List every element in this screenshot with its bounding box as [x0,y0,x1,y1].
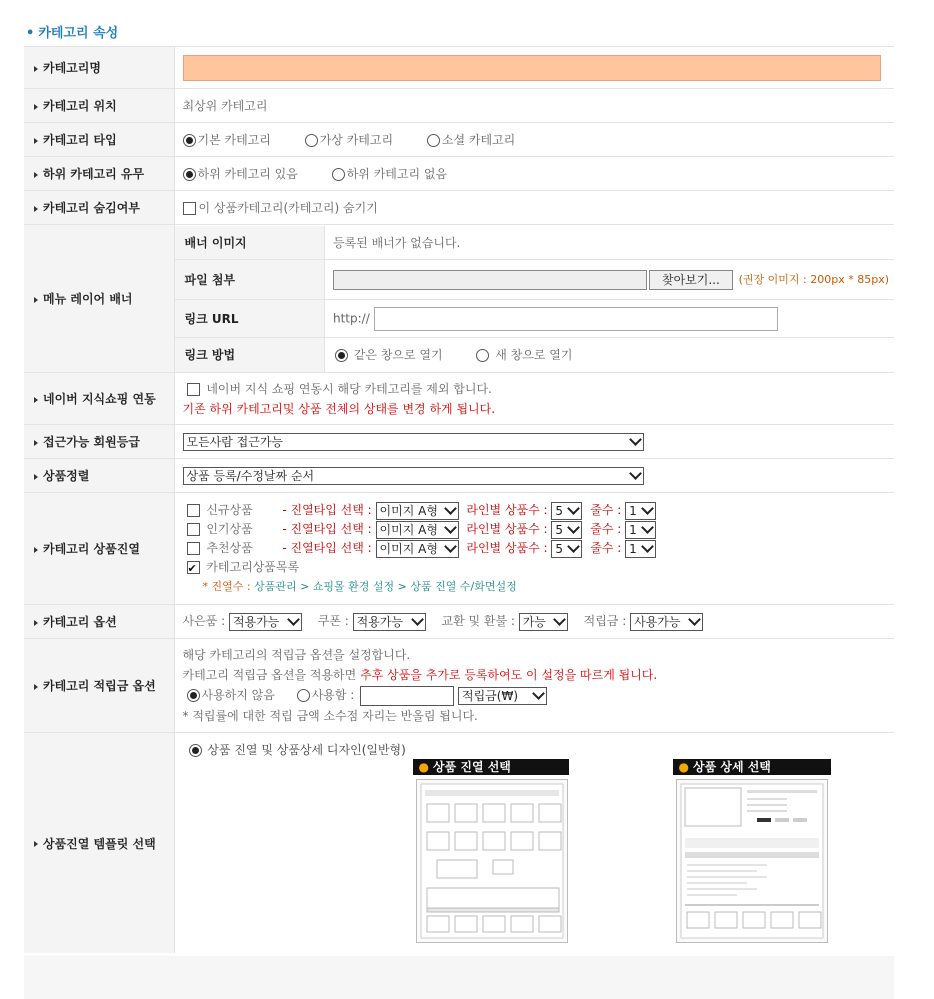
arrow-icon [34,474,38,480]
link-url-input[interactable] [374,307,778,331]
arrow-icon [34,841,38,847]
type-radio-basic[interactable]: 기본 카테고리 [183,133,271,147]
arrow-icon [34,172,38,178]
template-list-thumbnail[interactable] [416,779,568,943]
file-label: 파일 첨부 [175,260,325,300]
coupon-select[interactable]: 적용가능 [353,613,426,631]
display-new-checkbox[interactable] [187,504,200,517]
arrow-icon [34,397,38,403]
row-label-banner: 메뉴 레이어 배너 [24,225,174,373]
rows-select[interactable]: 1 [625,502,656,520]
chevron-down-icon [629,467,642,480]
category-list-checkbox[interactable] [187,561,200,574]
row-label-type: 카테고리 타입 [24,123,174,157]
detail-preview-image [677,780,827,942]
hide-checkbox[interactable]: 이 상품카테고리(카테고리) 숨기기 [183,201,378,215]
link-same-window-radio[interactable]: 같은 창으로 열기 [335,348,443,362]
arrow-icon [34,440,38,446]
display-row-new: 신규상품 - 진열타입 선택 : 이미지 A형 라인별 상품수 : 5 줄수 : 1 [187,501,895,520]
row-label-sub: 하위 카테고리 유무 [24,157,174,191]
link-url-label: 링크 URL [175,300,325,338]
category-attribute-form: 카테고리명 카테고리 위치 최상위 카테고리 카테고리 타입 기본 카테고리 가상 카테고리 소셜 카테고리 하위 카테고리 유무 하위 카테고리 있음 하위 카테고리 없음 카테고리 숨김여부 이 상품카테고리(카테고리) 숨기기 메뉴 레이어 배너 배너 이미지 등록된 배너가 없습니다. 파일 첨부 찾아보기... (권장 이미지 : 200px * 85px) 링크 URL http:// 링크 방법 같은 창으로 열기 새 창으로 열기 네이버 지식쇼핑 연동 네이버 지식 쇼핑 연동시 해당 카테고리를 제외 합니다. 기존 하위 카테고리및 상품 전체의 상태를 변경 하게 됩니다. 접근가능 회원등급 모든사람 접근가능 상품정렬 상품 등록/수정날짜 순서 카테고리 상품진열 신규상품 - 진열타입 선택 : 이미지 A형 라인별 상품수 : 5 줄수 : 1 인기상품 - 진열타입 선택 : 이미지 A형 라인별 상품수 : 5 줄수 : 1 추천상품 - 진열타입 선택 : 이미지 A형 라인별 상품수 : 5 줄수 : 1 ✔ 카테고리상품목록 * 진열수 : 상품관리 > 쇼핑몰 환경 설정 > 상품 진열 수/화면설정 카테고리 옵션 사은품 : 적용가능 쿠폰 : 적용가능 교환 및 환불 : 가능 적립금 : 사용가능 카테고리 적립금 옵션 해당 카테고리의 적립금 옵션을 설정합니다. 카테고리 적립금 옵션을 적용하면 추후 상품을 추가로 등록하여도 이 설정을 따르게 됩니다. 사용하지 않음 사용함 : 적립금(₩) * 적립률에 대한 적립 금액 소수점 자리는 반올림 됩니다. 상품진열 템플릿 선택 상품 진열 및 상품상세 디자인(일반형) ● 상품 진열 선택 ● 상품 상세 선택 [24,46,894,953]
naver-checkbox[interactable]: 네이버 지식 쇼핑 연동시 해당 카테고리를 제외 합니다. [187,382,492,396]
reserve-amount-input[interactable] [360,686,454,706]
exchange-select[interactable]: 가능 [519,613,568,631]
display-type-select[interactable]: 이미지 A형 [376,540,459,558]
template-option-radio[interactable]: 상품 진열 및 상품상세 디자인(일반형) [189,741,406,758]
row-label-reserve-option: 카테고리 적립금 옵션 [24,639,174,733]
gift-select[interactable]: 적용가능 [229,613,302,631]
reserve-use-radio[interactable]: 사용함 : [297,688,355,702]
banner-subtable [175,226,895,372]
naver-warning: 기존 하위 카테고리및 상품 전체의 상태를 변경 하게 됩니다. [182,401,496,416]
display-row-popular: 인기상품 - 진열타입 선택 : 이미지 A형 라인별 상품수 : 5 줄수 : 1 [187,520,895,539]
position-value: 최상위 카테고리 [174,89,894,123]
arrow-icon [34,684,38,690]
link-method-label: 링크 방법 [175,338,325,372]
line-count-select[interactable]: 5 [551,540,582,558]
row-label-name: 카테고리명 [24,47,174,89]
display-type-select[interactable]: 이미지 A형 [376,502,459,520]
sort-select[interactable]: 상품 등록/수정날짜 순서 [183,467,644,485]
reserve-select[interactable]: 사용가능 [630,613,703,631]
row-label-naver: 네이버 지식쇼핑 연동 [24,373,174,425]
line-count-select[interactable]: 5 [551,521,582,539]
arrow-icon [34,104,38,110]
arrow-icon [34,547,38,553]
display-row-category-list: ✔ 카테고리상품목록 [187,558,895,577]
template-list-tag: ● 상품 진열 선택 [413,759,569,775]
reserve-note: * 적립률에 대한 적립 금액 소수점 자리는 반올림 됩니다. [182,708,478,723]
row-label-template: 상품진열 템플릿 선택 [24,733,174,954]
rows-select[interactable]: 1 [625,540,656,558]
line-count-select[interactable]: 5 [551,502,582,520]
chevron-down-icon [629,433,642,446]
access-level-select[interactable]: 모든사람 접근가능 [183,433,644,451]
banner-image-value: 등록된 배너가 없습니다. [333,235,461,250]
sub-radio-no[interactable]: 하위 카테고리 없음 [332,167,447,181]
banner-image-label: 배너 이미지 [175,226,325,260]
reserve-desc: 해당 카테고리의 적립금 옵션을 설정합니다. [182,648,411,663]
type-radio-virtual[interactable]: 가상 카테고리 [305,133,393,147]
display-row-recommend: 추천상품 - 진열타입 선택 : 이미지 A형 라인별 상품수 : 5 줄수 : 1 [187,539,895,558]
arrow-icon [34,138,38,144]
display-type-select[interactable]: 이미지 A형 [376,521,459,539]
sub-radio-yes[interactable]: 하위 카테고리 있음 [183,167,298,181]
type-radio-social[interactable]: 소셜 카테고리 [427,133,515,147]
file-path-input[interactable] [333,270,647,290]
arrow-icon [34,620,38,626]
section-title-text: 카테고리 속성 [38,26,119,41]
reserve-unit-select[interactable]: 적립금(₩) [458,687,547,705]
list-preview-image [417,780,567,942]
template-detail-tag: ● 상품 상세 선택 [673,759,831,775]
row-label-display: 카테고리 상품진열 [24,493,174,605]
row-label-option: 카테고리 옵션 [24,605,174,639]
footer-strip [24,956,894,999]
rows-select[interactable]: 1 [625,521,656,539]
template-detail-thumbnail[interactable] [676,779,828,943]
browse-button[interactable]: 찾아보기... [649,270,733,290]
row-label-access: 접근가능 회원등급 [24,425,174,459]
reserve-not-use-radio[interactable]: 사용하지 않음 [187,688,275,702]
file-hint: (권장 이미지 : 200px * 85px) [738,273,890,286]
arrow-icon [34,297,38,303]
arrow-icon [34,206,38,212]
arrow-icon [34,66,38,72]
row-label-sort: 상품정렬 [24,459,174,493]
section-title: • 카테고리 속성 [26,26,119,41]
display-popular-checkbox[interactable] [187,523,200,536]
display-note: * 진열수 : 상품관리 > 쇼핑몰 환경 설정 > 상품 진열 수/화면설정 [202,580,517,593]
reserve-desc-2: 카테고리 적립금 옵션을 적용하면 추후 상품을 추가로 등록하여도 이 설정을 따르게 됩니다. [182,668,658,683]
category-name-input[interactable] [183,55,881,81]
row-label-position: 카테고리 위치 [24,89,174,123]
row-label-hide: 카테고리 숨김여부 [24,191,174,225]
display-recommend-checkbox[interactable] [187,542,200,555]
link-new-window-radio[interactable]: 새 창으로 열기 [476,348,572,362]
link-prefix: http:// [333,311,370,325]
